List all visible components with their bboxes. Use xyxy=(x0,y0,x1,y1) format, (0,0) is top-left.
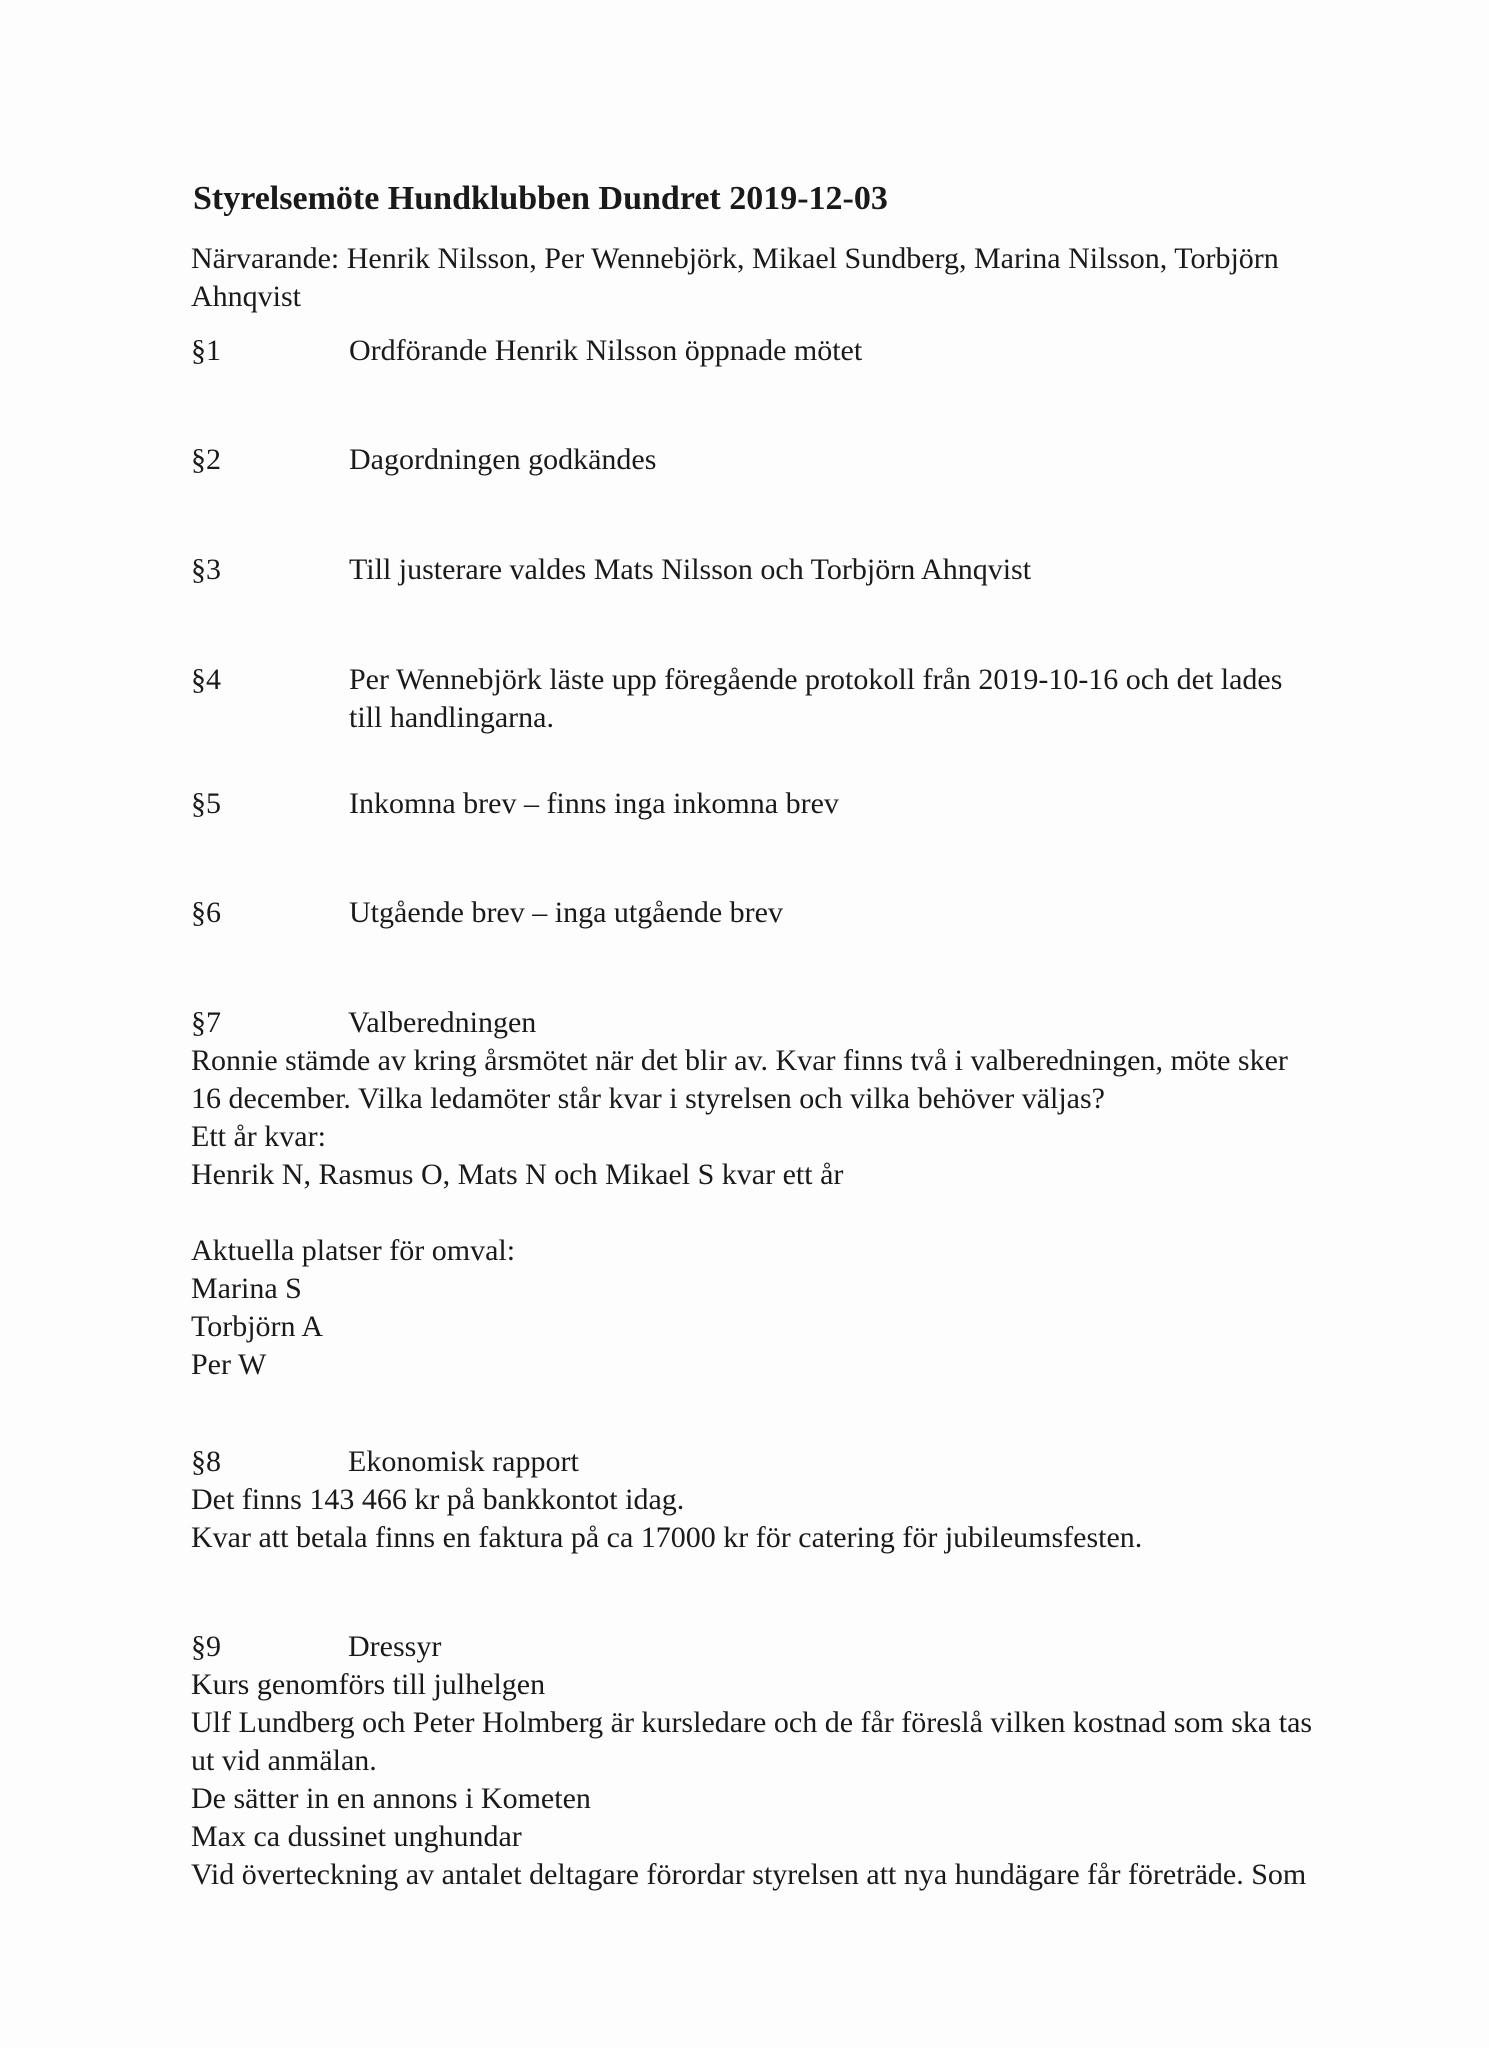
paragraph-number: §1 xyxy=(191,334,221,367)
paragraph-text: Ordförande Henrik Nilsson öppnade mötet xyxy=(349,334,863,367)
body-line: Ronnie stämde av kring årsmötet när det blir av. Kvar finns två i valberedningen, möte sker xyxy=(191,1044,1288,1077)
section-number: §9 xyxy=(191,1630,221,1663)
paragraph-number: §5 xyxy=(191,787,221,820)
section-body xyxy=(191,1481,1321,1557)
paragraph-text: Till justerare valdes Mats Nilsson och Torbjörn Ahnqvist xyxy=(349,553,1032,586)
body-line: Aktuella platser för omval: xyxy=(191,1234,516,1267)
section-body xyxy=(191,1042,1321,1384)
body-line: Marina S xyxy=(191,1272,302,1305)
paragraph-number: §4 xyxy=(191,663,221,696)
paragraph-text: Utgående brev – inga utgående brev xyxy=(349,896,783,929)
attendees-list: Närvarande: Henrik Nilsson, Per Wennebjörk, Mikael Sundberg, Marina Nilsson, Torbjörn Ahnqvist xyxy=(191,242,1279,313)
body-line: Torbjörn A xyxy=(191,1310,324,1343)
body-line: Ett år kvar: xyxy=(191,1120,326,1153)
paragraph-number: §6 xyxy=(191,896,221,929)
body-line: Kurs genomförs till julhelgen xyxy=(191,1668,546,1701)
body-line: Ulf Lundberg och Peter Holmberg är kursledare och de får föreslå vilken kostnad som ska tas xyxy=(191,1706,1313,1739)
paragraph-text: Per Wennebjörk läste upp föregående protokoll från 2019-10-16 och det lades till handlingarna. xyxy=(349,663,1283,734)
body-line: ut vid anmälan. xyxy=(191,1744,377,1777)
body-line: Per W xyxy=(191,1348,267,1381)
section-label: Valberedningen xyxy=(348,1006,537,1039)
section-body xyxy=(191,1666,1321,1894)
section-label: Dressyr xyxy=(348,1630,442,1663)
paragraph-text: Inkomna brev – finns inga inkomna brev xyxy=(349,787,839,820)
section-label: Ekonomisk rapport xyxy=(348,1445,579,1478)
body-line: Vid överteckning av antalet deltagare förordar styrelsen att nya hundägare får företräde. Som xyxy=(191,1858,1307,1891)
body-line: Det finns 143 466 kr på bankkontot idag. xyxy=(191,1483,685,1516)
body-line: Kvar att betala finns en faktura på ca 17000 kr för catering för jubileumsfesten. xyxy=(191,1521,1143,1554)
blank-line xyxy=(191,1194,1321,1232)
body-line: Max ca dussinet unghundar xyxy=(191,1820,522,1853)
section-number: §8 xyxy=(191,1445,221,1478)
body-line: Henrik N, Rasmus O, Mats N och Mikael S kvar ett år xyxy=(191,1158,844,1191)
document-title: Styrelsemöte Hundklubben Dundret 2019-12-03 xyxy=(193,180,888,217)
body-line: De sätter in en annons i Kometen xyxy=(191,1782,591,1815)
paragraph-number: §3 xyxy=(191,553,221,586)
body-line: 16 december. Vilka ledamöter står kvar i styrelsen och vilka behöver väljas? xyxy=(191,1082,1105,1115)
paragraph-text: Dagordningen godkändes xyxy=(349,443,657,476)
paragraph-number: §2 xyxy=(191,443,221,476)
section-number: §7 xyxy=(191,1006,221,1039)
